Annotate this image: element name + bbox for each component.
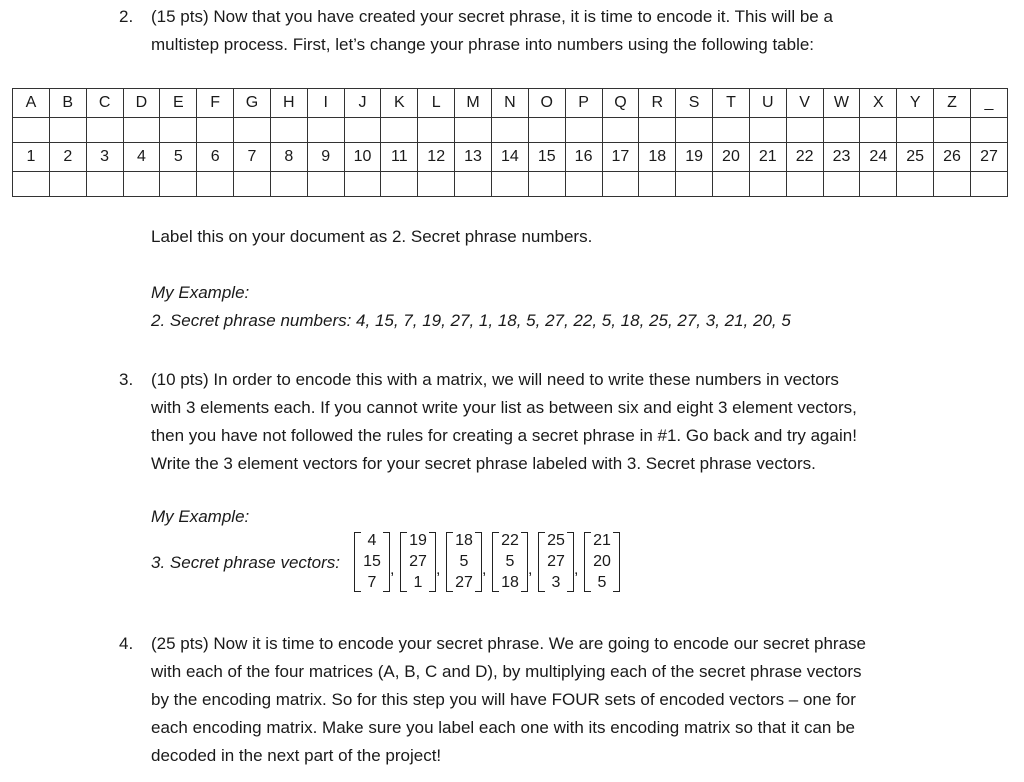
question-4-text: [151, 630, 866, 770]
spacer-cell: [160, 118, 197, 143]
spacer-cell: [455, 118, 492, 143]
vector-entry: 1: [413, 573, 423, 591]
question-3-line: then you have not followed the rules for creating a secret phrase in #1. Go back and try again!: [151, 426, 857, 445]
table-row-letters: [13, 89, 1008, 118]
number-cell: 8: [270, 143, 307, 172]
question-3-text: [151, 366, 857, 478]
vector-entries: [492, 531, 528, 593]
letter-cell: D: [123, 89, 160, 118]
spacer-cell: [491, 118, 528, 143]
spacer-cell: [270, 118, 307, 143]
vector-entry: 15: [363, 552, 381, 570]
spacer-cell: [455, 172, 492, 197]
spacer-cell: [897, 118, 934, 143]
vector-entries: [538, 531, 574, 593]
table-row-spacer: [13, 172, 1008, 197]
spacer-cell: [13, 118, 50, 143]
vector-entries: [446, 531, 482, 593]
letter-number-table: [12, 88, 1008, 197]
spacer-cell: [49, 118, 86, 143]
number-cell: 25: [897, 143, 934, 172]
question-4-line: with each of the four matrices (A, B, C and D), by multiplying each of the secret phrase vectors: [151, 662, 862, 681]
vector-entry: 21: [593, 532, 611, 550]
letter-cell: O: [528, 89, 565, 118]
vector-entry: 18: [455, 532, 473, 550]
number-cell: 3: [86, 143, 123, 172]
vector-entry: 22: [501, 532, 519, 550]
letter-cell: R: [639, 89, 676, 118]
letter-cell: S: [676, 89, 713, 118]
vector-entry: 20: [593, 552, 611, 570]
spacer-cell: [786, 172, 823, 197]
letter-cell: J: [344, 89, 381, 118]
question-2-line: multistep process. First, let’s change your phrase into numbers using the following table:: [151, 35, 815, 54]
vector-entry: 7: [367, 573, 377, 591]
spacer-cell: [270, 172, 307, 197]
question-4-line: decoded in the next part of the project!: [151, 746, 442, 765]
letter-cell: W: [823, 89, 860, 118]
vector-entry: 19: [409, 532, 427, 550]
column-vector: [446, 531, 482, 593]
example-heading: My Example:: [151, 507, 250, 526]
spacer-cell: [528, 118, 565, 143]
vector-entry: 4: [367, 532, 377, 550]
letter-cell: E: [160, 89, 197, 118]
number-cell: 14: [491, 143, 528, 172]
letter-cell: I: [307, 89, 344, 118]
column-vector: [492, 531, 528, 593]
question-3-line: (10 pts) In order to encode this with a matrix, we will need to write these numbers in vectors: [151, 370, 839, 389]
letter-cell: M: [455, 89, 492, 118]
vector-separator: ,: [390, 561, 395, 578]
spacer-cell: [49, 172, 86, 197]
number-cell: 16: [565, 143, 602, 172]
table-row-numbers: [13, 143, 1008, 172]
vector-entry: 27: [547, 552, 565, 570]
column-vector: [538, 531, 574, 593]
spacer-cell: [860, 118, 897, 143]
secret-phrase-numbers: 2. Secret phrase numbers: 4, 15, 7, 19, 27, 1, 18, 5, 27, 22, 5, 18, 25, 27, 3, 21, 20, 5: [151, 311, 791, 330]
label-instruction: Label this on your document as 2. Secret phrase numbers.: [151, 227, 593, 246]
letter-cell: G: [234, 89, 271, 118]
secret-phrase-vectors-label: 3. Secret phrase vectors:: [151, 553, 340, 572]
vector-entry: 5: [597, 573, 607, 591]
number-cell: 21: [749, 143, 786, 172]
spacer-cell: [897, 172, 934, 197]
letter-cell: C: [86, 89, 123, 118]
letter-cell: T: [713, 89, 750, 118]
vector-entry: 25: [547, 532, 565, 550]
spacer-cell: [234, 172, 271, 197]
spacer-cell: [123, 118, 160, 143]
letter-cell: K: [381, 89, 418, 118]
letter-cell: V: [786, 89, 823, 118]
vector-separator: ,: [436, 561, 441, 578]
vector-entry: 5: [505, 552, 515, 570]
question-2-number: 2.: [119, 7, 134, 26]
spacer-cell: [565, 118, 602, 143]
spacer-cell: [970, 118, 1007, 143]
number-cell: 5: [160, 143, 197, 172]
spacer-cell: [749, 172, 786, 197]
vector-entries: [354, 531, 390, 593]
vector-separator: ,: [528, 561, 533, 578]
number-cell: 12: [418, 143, 455, 172]
number-cell: 27: [970, 143, 1007, 172]
spacer-cell: [713, 118, 750, 143]
number-cell: 10: [344, 143, 381, 172]
vector-entry: 27: [409, 552, 427, 570]
number-cell: 11: [381, 143, 418, 172]
spacer-cell: [860, 172, 897, 197]
column-vector: [400, 531, 436, 593]
question-3-number: 3.: [119, 370, 134, 389]
number-cell: 7: [234, 143, 271, 172]
spacer-cell: [528, 172, 565, 197]
letter-cell: N: [491, 89, 528, 118]
spacer-cell: [13, 172, 50, 197]
question-4-line: (25 pts) Now it is time to encode your secret phrase. We are going to encode our secret phrase: [151, 634, 866, 653]
spacer-cell: [307, 118, 344, 143]
number-cell: 23: [823, 143, 860, 172]
vector-entry: 18: [501, 573, 519, 591]
letter-cell: X: [860, 89, 897, 118]
spacer-cell: [823, 118, 860, 143]
spacer-cell: [676, 172, 713, 197]
number-cell: 24: [860, 143, 897, 172]
vector-entry: 5: [459, 552, 469, 570]
question-3-line: with 3 elements each. If you cannot write your list as between six and eight 3 element vectors,: [151, 398, 857, 417]
spacer-cell: [602, 172, 639, 197]
spacer-cell: [639, 172, 676, 197]
spacer-cell: [934, 172, 971, 197]
spacer-cell: [160, 172, 197, 197]
letter-cell: U: [749, 89, 786, 118]
number-cell: 17: [602, 143, 639, 172]
spacer-cell: [381, 118, 418, 143]
letter-cell: H: [270, 89, 307, 118]
spacer-cell: [970, 172, 1007, 197]
number-cell: 20: [713, 143, 750, 172]
letter-cell: Y: [897, 89, 934, 118]
letter-cell: A: [13, 89, 50, 118]
spacer-cell: [197, 172, 234, 197]
number-cell: 26: [934, 143, 971, 172]
vector-entry: 3: [551, 573, 561, 591]
question-2-text: [151, 3, 833, 59]
number-cell: 19: [676, 143, 713, 172]
spacer-cell: [197, 118, 234, 143]
question-4-line: each encoding matrix. Make sure you label each one with its encoding matrix so that it can be: [151, 718, 855, 737]
spacer-cell: [749, 118, 786, 143]
spacer-cell: [639, 118, 676, 143]
letter-cell: F: [197, 89, 234, 118]
spacer-cell: [565, 172, 602, 197]
number-cell: 4: [123, 143, 160, 172]
secret-phrase-vectors: [354, 531, 620, 593]
vector-entry: 27: [455, 573, 473, 591]
vector-entries: [400, 531, 436, 593]
letter-cell: L: [418, 89, 455, 118]
question-4-line: by the encoding matrix. So for this step you will have FOUR sets of encoded vectors – one for: [151, 690, 856, 709]
letter-cell: P: [565, 89, 602, 118]
number-cell: 6: [197, 143, 234, 172]
spacer-cell: [713, 172, 750, 197]
number-cell: 13: [455, 143, 492, 172]
number-cell: 18: [639, 143, 676, 172]
example-heading: My Example:: [151, 283, 250, 302]
spacer-cell: [307, 172, 344, 197]
letter-cell: Z: [934, 89, 971, 118]
spacer-cell: [934, 118, 971, 143]
letter-cell: _: [970, 89, 1007, 118]
question-4-number: 4.: [119, 634, 134, 653]
spacer-cell: [123, 172, 160, 197]
spacer-cell: [86, 118, 123, 143]
number-cell: 22: [786, 143, 823, 172]
letter-cell: B: [49, 89, 86, 118]
number-cell: 2: [49, 143, 86, 172]
spacer-cell: [381, 172, 418, 197]
spacer-cell: [344, 172, 381, 197]
number-cell: 1: [13, 143, 50, 172]
column-vector: [354, 531, 390, 593]
spacer-cell: [786, 118, 823, 143]
vector-separator: ,: [482, 561, 487, 578]
spacer-cell: [234, 118, 271, 143]
spacer-cell: [418, 172, 455, 197]
column-vector: [584, 531, 620, 593]
number-cell: 15: [528, 143, 565, 172]
spacer-cell: [491, 172, 528, 197]
question-2-line: (15 pts) Now that you have created your secret phrase, it is time to encode it. This will be a: [151, 7, 833, 26]
vector-entries: [584, 531, 620, 593]
spacer-cell: [344, 118, 381, 143]
spacer-cell: [418, 118, 455, 143]
letter-cell: Q: [602, 89, 639, 118]
vector-separator: ,: [574, 561, 579, 578]
spacer-cell: [86, 172, 123, 197]
question-3-line: Write the 3 element vectors for your secret phrase labeled with 3. Secret phrase vectors.: [151, 454, 816, 473]
spacer-cell: [676, 118, 713, 143]
number-cell: 9: [307, 143, 344, 172]
table-row-spacer: [13, 118, 1008, 143]
spacer-cell: [823, 172, 860, 197]
spacer-cell: [602, 118, 639, 143]
